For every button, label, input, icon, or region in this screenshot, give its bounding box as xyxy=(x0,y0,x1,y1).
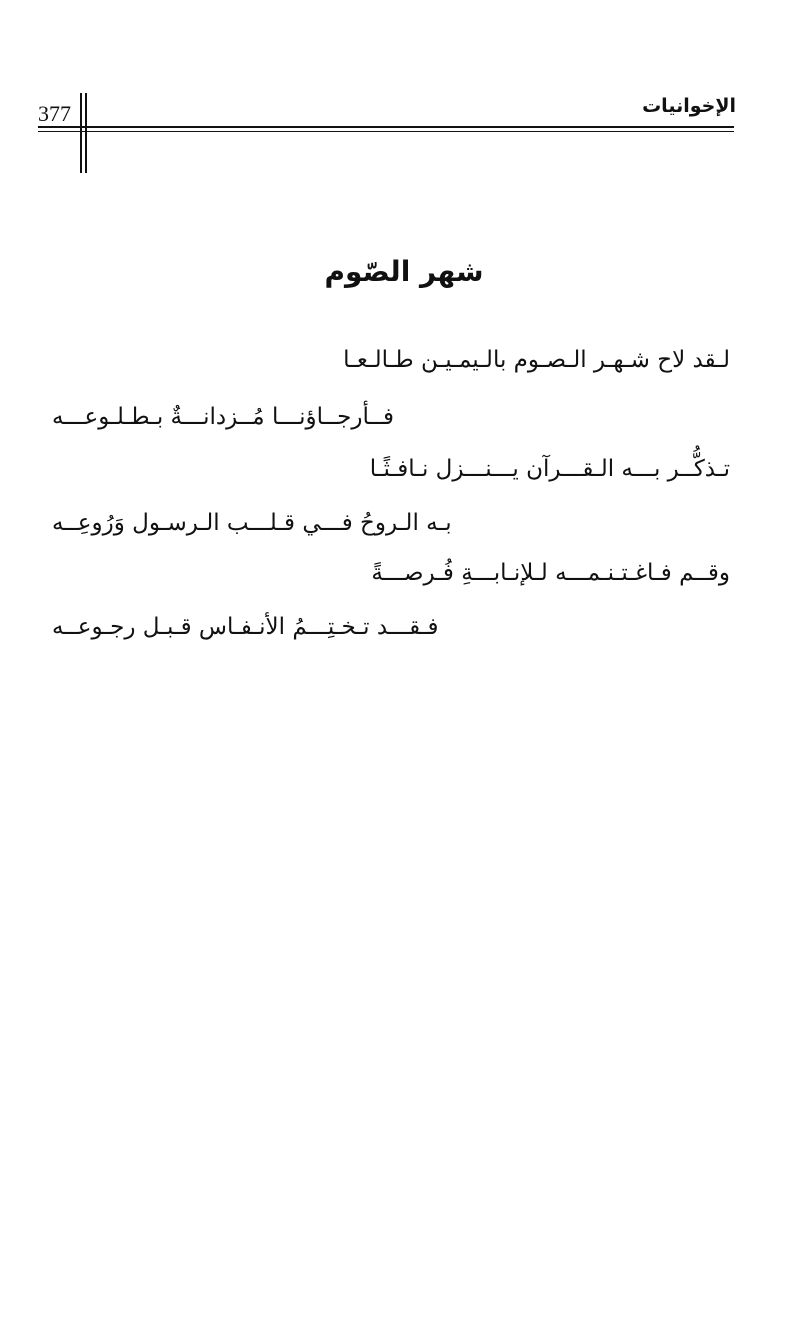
page-number: 377 xyxy=(38,101,71,126)
header-rule-thick xyxy=(38,126,734,128)
verse-line-4: بـه الـروحُ فـــي قـلـــب الـرسـول وَرُوعِــه xyxy=(52,510,452,536)
header-vertical-bar xyxy=(85,93,87,173)
verse-line-3: تـذكُّــر بـــه الـقـــرآن يـــنـــزل نـافـثًـا xyxy=(369,456,730,482)
header-rule-thin xyxy=(38,131,734,132)
verse-line-1: لـقد لاح شـهـر الـصـوم بالـيمـيـن طـالـعـا xyxy=(343,347,730,373)
verse-line-6: فـقـــد تـخـتِـــمُ الأنـفـاس قـبـل رجـوعــه xyxy=(52,614,439,640)
verse-line-5: وقــم فـاغـتـنـمـــه لـلإنـابـــةِ فُـرصـــةً xyxy=(371,560,730,586)
verse-line-2: فــأرجــاؤنـــا مُــزدانـــةٌ بـطـلـوعـــه xyxy=(52,404,394,430)
running-title: الإخوانيات xyxy=(642,95,736,117)
poem-title: شهر الصّوم xyxy=(324,255,484,288)
header-vertical-bar xyxy=(80,93,82,173)
